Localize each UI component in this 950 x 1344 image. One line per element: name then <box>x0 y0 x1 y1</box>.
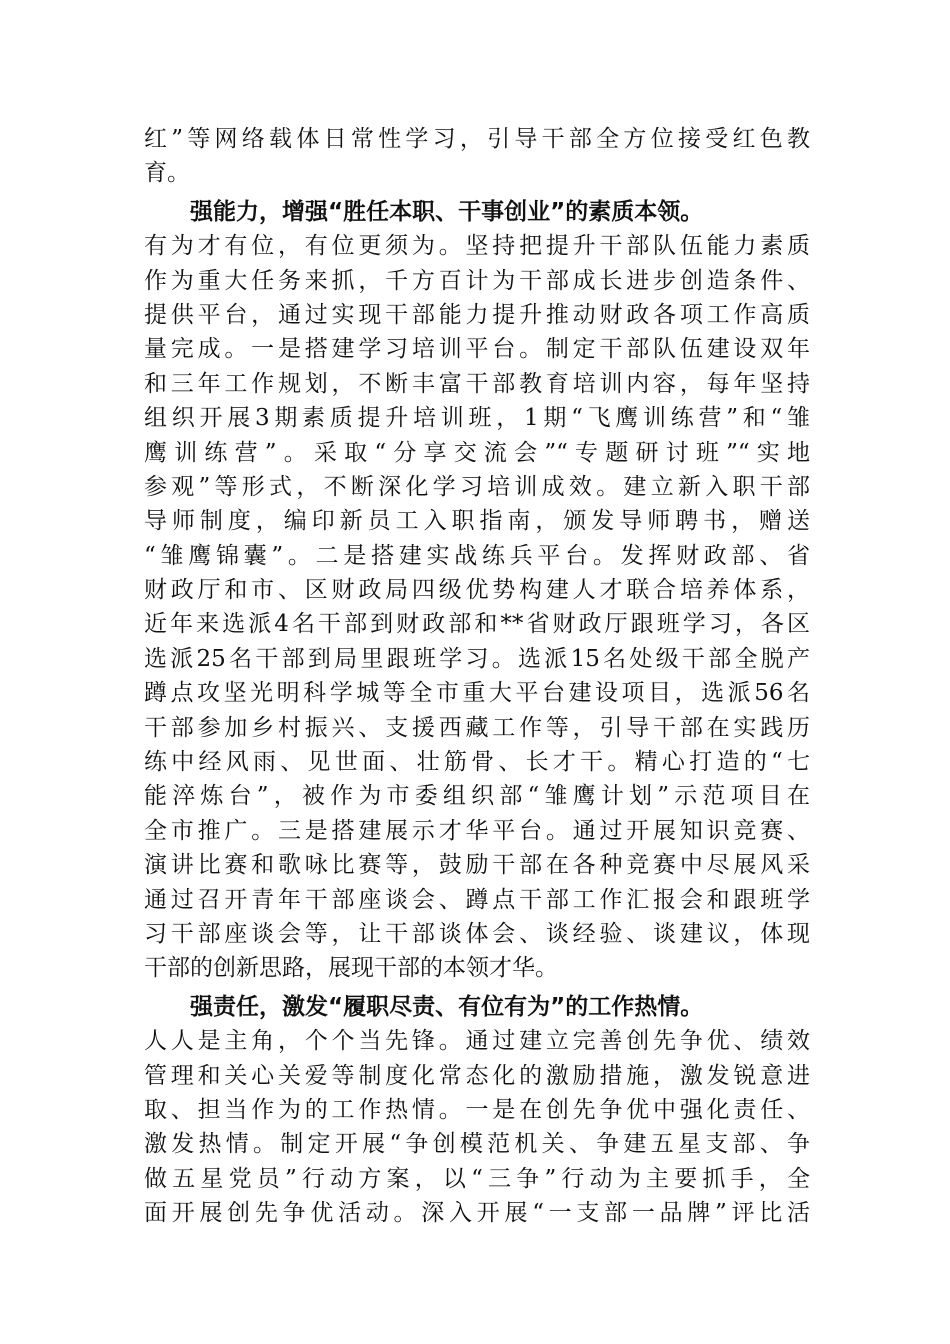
text-line: 练中经风雨、见世面、壮筋骨、长才干。精心打造的“七 <box>144 749 810 776</box>
text-line: 全市推广。三是搭建展示才华平台。通过开展知识竞赛、 <box>144 817 810 844</box>
text-line: 取、担当作为的工作热情。一是在创先争优中强化责任、 <box>144 1096 810 1123</box>
text-line: 面开展创先争优活动。深入开展“一支部一品牌”评比活 <box>144 1200 810 1227</box>
text-line: 参观”等形式，不断深化学习培训成效。建立新入职干部 <box>144 473 810 500</box>
text-line: 激发热情。制定开展“争创模范机关、争建五星支部、争 <box>144 1131 810 1158</box>
text-line: 导师制度，编印新员工入职指南，颁发导师聘书，赠送 <box>144 508 810 535</box>
text-line: 红”等网络载体日常性学习，引导干部全方位接受红色教 <box>144 126 810 152</box>
text-line: 蹲点攻坚光明科学城等全市重大平台建设项目，选派56名 <box>144 680 810 707</box>
text-line: 通过召开青年干部座谈会、蹲点干部工作汇报会和跟班学 <box>144 886 810 913</box>
text-line: 管理和关心关爱等制度化常态化的激励措施，激发锐意进 <box>144 1062 810 1089</box>
text-line: 人人是主角，个个当先锋。通过建立完善创先争优、绩效 <box>144 1028 810 1055</box>
text-line: 干部参加乡村振兴、支援西藏工作等，引导干部在实践历 <box>144 714 810 741</box>
text-line: 作为重大任务来抓，千方百计为干部成长进步创造条件、 <box>144 267 810 294</box>
text-line: 干部的创新思路，展现干部的本领才华。 <box>144 955 558 982</box>
section-heading-ability: 强能力，增强“胜任本职、干事创业”的素质本领。 <box>190 198 704 225</box>
text-line: “雏鹰锦囊”。二是搭建实战练兵平台。发挥财政部、省 <box>144 542 810 569</box>
text-line: 量完成。一是搭建学习培训平台。制定干部队伍建设双年 <box>144 336 810 363</box>
body-text <box>144 122 810 1231</box>
text-line: 有为才有位，有位更须为。坚持把提升干部队伍能力素质 <box>144 233 810 260</box>
text-line: 鹰训练营”。采取“分享交流会”“专题研讨班”“实地 <box>144 439 810 466</box>
text-line: 和三年工作规划，不断丰富干部教育培训内容，每年坚持 <box>144 370 810 397</box>
text-line: 财政厅和市、区财政局四级优势构建人才联合培养体系， <box>144 577 810 604</box>
text-line: 组织开展3期素质提升培训班，1期“飞鹰训练营”和“雏 <box>144 405 810 432</box>
text-line: 提供平台，通过实现干部能力提升推动财政各项工作高质 <box>144 301 810 328</box>
text-line: 能淬炼台”，被作为市委组织部“雏鹰计划”示范项目在 <box>144 783 810 810</box>
text-line: 近年来选派4名干部到财政部和**省财政厅跟班学习，各区 <box>144 611 810 638</box>
text-line: 育。 <box>144 160 190 187</box>
text-line: 选派25名干部到局里跟班学习。选派15名处级干部全脱产 <box>144 645 810 672</box>
text-line: 演讲比赛和歌咏比赛等，鼓励干部在各种竞赛中尽展风采 <box>144 852 810 879</box>
text-line: 做五星党员”行动方案，以“三争”行动为主要抓手，全 <box>144 1165 810 1192</box>
section-heading-responsibility: 强责任，激发“履职尽责、有位有为”的工作热情。 <box>190 993 704 1020</box>
text-line: 习干部座谈会等，让干部谈体会、谈经验、谈建议，体现 <box>144 920 810 947</box>
